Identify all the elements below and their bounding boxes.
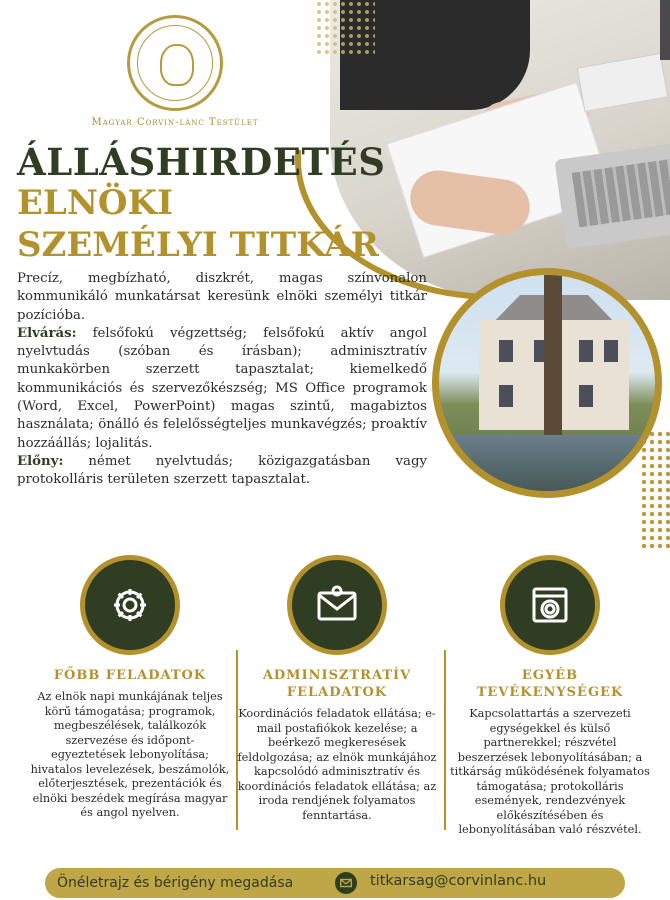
column-title: ADMINISZTRATÍV FELADATOK — [262, 668, 412, 700]
column-text: Kapcsolattartás a szervezeti egységekkel és külső partnerekkel; részvétel beszerzések lebonyolításában; a titkárság működésének folyamatos támogatása; protokolláris események, rendezvények előkészítésében és lebonyolításában való részvétel. — [450, 707, 650, 836]
column-text: Az elnök napi munkájának teljes körű támogatása; programok, megbeszélések, találkozók szervezése és időpont-egyeztetések lebonyolítása; hivatalos levelezések, beszámolók, előterjesztések, prezentációk és elnöki beszédek megírása magyar és angol nyelven. — [30, 690, 230, 819]
advantage-label: Előny: — [17, 453, 64, 469]
gear-icon — [80, 555, 180, 655]
intro-text: Precíz, megbízható, diszkrét, magas színvonalon kommunikáló munkatársat keresünk elnöki személyi titkár pozícióba. — [17, 271, 427, 323]
seal-emblem — [127, 15, 223, 111]
requirements-text: felsőfokú végzettség; felsőfokú aktív angol nyelvtudás (szóban és írásban); adminisztratív munkakörben szerzett tapasztalat; kiemelkedő kommunikációs és szervezőkészség; MS Office programok (Word, Excel, PowerPoint) magas szintű, magabiztos használata; önálló és felelősségteljes munkavégzés; proaktív hozzáállás; lojalitás. — [17, 325, 427, 451]
heading-position-line1: ELNÖKI — [17, 183, 173, 223]
column-title: EGYÉB TEVÉKENYSÉGEK — [476, 668, 624, 700]
email-icon — [335, 872, 357, 894]
requirements-label: Elvárás: — [17, 325, 77, 341]
heading-job-ad: ÁLLÁSHIRDETÉS — [17, 140, 386, 184]
contact-label: Önéletrajz és bérigény megadása — [57, 875, 294, 891]
column-text: Koordinációs feladatok ellátása; e-mail postafiókok kezelése; a beérkező megkeresések feldolgozása; az elnök munkájához kapcsolódó adminisztratív és koordinációs feladatok ellátása; az iroda rendjének folyamatos fenntartása. — [237, 707, 437, 822]
column-other-activities — [450, 555, 650, 838]
advantage-text: német nyelvtudás; közigazgatásban vagy protokolláris területen szerzett tapasztalat. — [17, 453, 427, 488]
job-description — [17, 270, 427, 490]
column-title: FŐBB FELADATOK — [53, 668, 207, 683]
contact-bar — [45, 868, 625, 898]
heading-position-line2: SZEMÉLYI TITKÁR — [17, 225, 379, 265]
column-divider — [444, 650, 446, 830]
dot-pattern-top — [315, 0, 375, 55]
column-admin-tasks — [237, 555, 437, 823]
building-photo — [432, 268, 662, 498]
org-logo — [80, 15, 270, 128]
browser-gear-icon — [500, 555, 600, 655]
org-name: Magyar Corvin-lánc Testület — [91, 117, 259, 128]
envelope-icon — [287, 555, 387, 655]
contact-email-link[interactable]: titkarsag@corvinlanc.hu — [370, 873, 547, 889]
heading-position — [17, 182, 379, 266]
column-main-tasks — [30, 555, 230, 821]
